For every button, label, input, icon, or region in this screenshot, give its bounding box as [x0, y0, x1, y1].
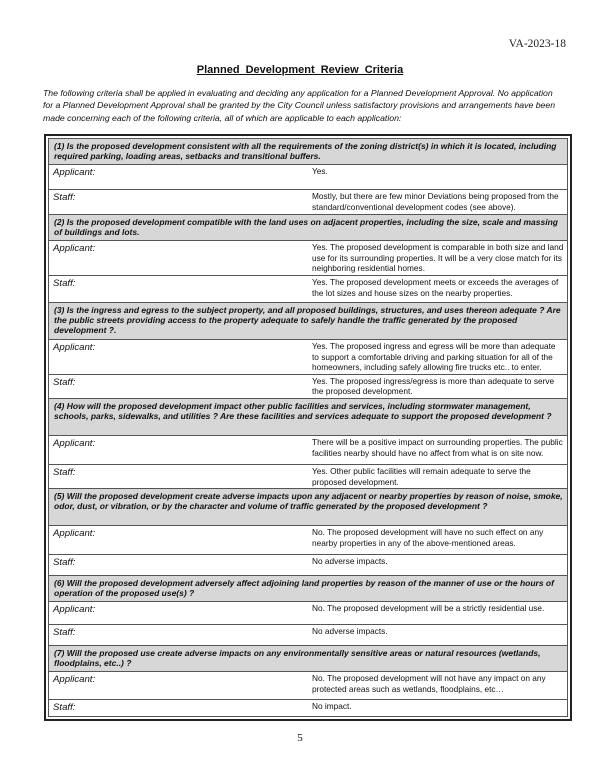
criterion-question-row: [49, 139, 568, 165]
staff-row: [49, 374, 568, 398]
applicant-row: [49, 526, 568, 555]
applicant-row: [49, 340, 568, 375]
staff-row: [49, 190, 568, 215]
criterion-question-row: [49, 646, 568, 672]
applicant-row: [49, 435, 568, 464]
staff-label: Staff:: [49, 374, 309, 398]
applicant-response: Yes. The proposed development is comparable in both size and land use for its surrounding properties. It will be a very close match for its neighboring residential homes.: [308, 241, 568, 276]
applicant-row: [49, 241, 568, 276]
staff-response: Yes. Other public facilities will remain adequate to serve the proposed development.: [308, 464, 568, 488]
applicant-response: There will be a positive impact on surrounding properties. The public facilities nearby should have no affect from what is on site now.: [308, 435, 568, 464]
staff-response: No adverse impacts.: [308, 555, 568, 576]
applicant-row: [49, 672, 568, 700]
staff-response: Yes. The proposed ingress/egress is more than adequate to serve the proposed development.: [308, 374, 568, 398]
staff-label: Staff:: [49, 190, 309, 215]
criteria-table: [48, 138, 568, 717]
staff-row: [49, 464, 568, 488]
staff-label: Staff:: [49, 464, 309, 488]
applicant-label: Applicant:: [49, 241, 309, 276]
staff-row: [49, 700, 568, 717]
staff-label: Staff:: [49, 276, 309, 303]
applicant-response: No. The proposed development will be a strictly residential use.: [308, 602, 568, 625]
applicant-response: Yes.: [308, 165, 568, 190]
criterion-question: (2) Is the proposed development compatible with the land uses on adjacent properties, including the size, scale and massing of buildings and lots.: [49, 215, 568, 241]
page-number: 5: [297, 732, 303, 744]
criterion-question-row: [49, 576, 568, 602]
applicant-label: Applicant:: [49, 165, 309, 190]
staff-row: [49, 555, 568, 576]
page-title: Planned Development Review Criteria: [196, 64, 404, 76]
applicant-row: [49, 165, 568, 190]
staff-response: No adverse impacts.: [308, 625, 568, 646]
document-id: VA-2023-18: [508, 38, 566, 50]
applicant-label: Applicant:: [49, 602, 309, 625]
criterion-question-row: [49, 303, 568, 340]
applicant-label: Applicant:: [49, 340, 309, 375]
staff-response: No impact.: [308, 700, 568, 717]
criterion-question: (3) Is the ingress and egress to the subject property, and all proposed buildings, structures, and uses thereon adequate ? Are the public streets providing access to the property adequate to safely handle the traffic generated by the proposed development ?.: [49, 303, 568, 340]
staff-label: Staff:: [49, 700, 309, 717]
staff-row: [49, 276, 568, 303]
criterion-question-row: [49, 398, 568, 435]
applicant-response: Yes. The proposed ingress and egress will be more than adequate to support a comfortable driving and parking situation for all of the homeowners, including safely allowing fire trucks etc.. to enter.: [308, 340, 568, 375]
staff-response: Mostly, but there are few minor Deviations being proposed from the standard/conventional development codes (see above).: [308, 190, 568, 215]
applicant-response: No. The proposed development will have no such effect on any nearby properties in any of the above-mentioned areas.: [308, 526, 568, 555]
applicant-label: Applicant:: [49, 672, 309, 700]
criterion-question: (7) Will the proposed use create adverse impacts on any environmentally sensitive areas or natural resources (wetlands, floodplains, etc..) ?: [49, 646, 568, 672]
applicant-response: No. The proposed development will not have any impact on any protected areas such as wetlands, floodplains, etc…: [308, 672, 568, 700]
staff-response: Yes. The proposed development meets or exceeds the averages of the lot sizes and house sizes on the nearby properties.: [308, 276, 568, 303]
applicant-row: [49, 602, 568, 625]
criterion-question: (1) Is the proposed development consistent with all the requirements of the zoning district(s) in which it is located, including required parking, loading areas, setbacks and transitional buffers.: [49, 139, 568, 165]
criterion-question-row: [49, 489, 568, 526]
applicant-label: Applicant:: [49, 435, 309, 464]
staff-label: Staff:: [49, 625, 309, 646]
applicant-label: Applicant:: [49, 526, 309, 555]
intro-paragraph: The following criteria shall be applied in evaluating and deciding any application for a Planned Development Approval. No application for a Planned Development Approval shall be granted by the City Council unless satisfactory provisions and arrangements have been made concerning each of the following criteria, all of which are applicable to each application:: [43, 88, 556, 123]
criterion-question: (6) Will the proposed development adversely affect adjoining land properties by reason of the manner of use or the hours of operation of the proposed use(s) ?: [49, 576, 568, 602]
criterion-question: (4) How will the proposed development impact other public facilities and services, including stormwater management, schools, parks, sidewalks, and utilities ? Are these facilities and services adequate to support the proposed development ?: [49, 398, 568, 435]
criterion-question-row: [49, 215, 568, 241]
criteria-table-frame: [44, 134, 572, 721]
staff-label: Staff:: [49, 555, 309, 576]
staff-row: [49, 625, 568, 646]
criterion-question: (5) Will the proposed development create adverse impacts upon any adjacent or nearby properties by reason of noise, smoke, odor, dust, or vibration, or by the character and volume of traffic generated by the proposed development ?: [49, 489, 568, 526]
